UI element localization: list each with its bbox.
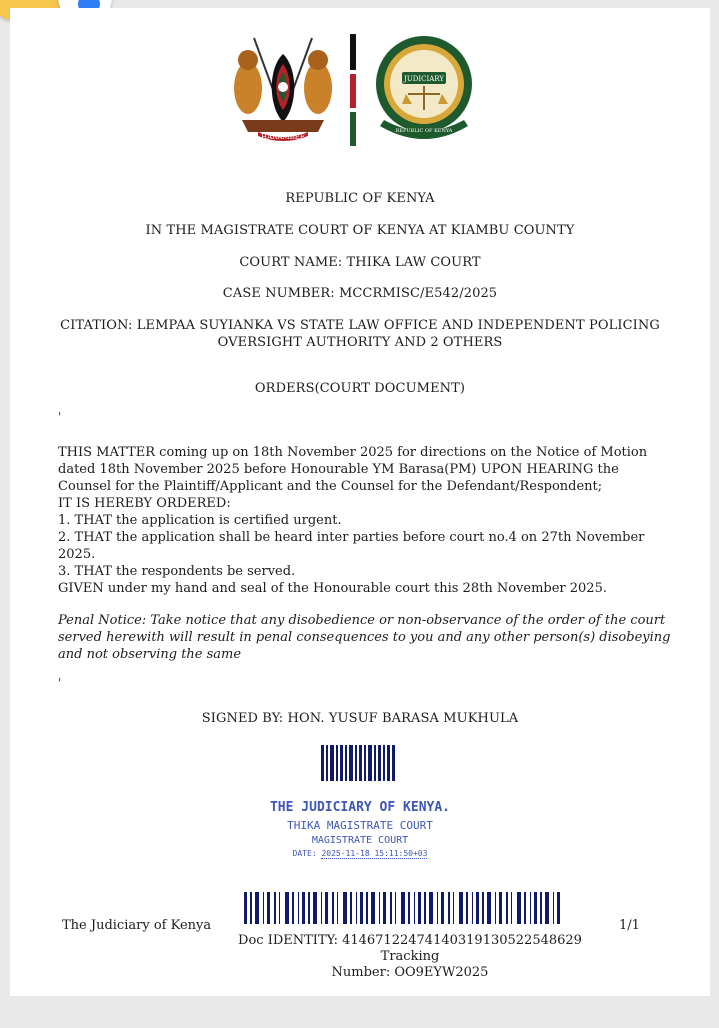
document-type: ORDERS(COURT DOCUMENT) (254, 381, 466, 396)
stamp-date-value: 2025-11-18 15:11:50+03 (321, 849, 428, 858)
tick-mark: ' (58, 410, 62, 424)
stamp-line-3: MAGISTRATE COURT (311, 835, 409, 846)
doc-identity-line: Doc IDENTITY: 4146712247414031913052254862​9 Tracking (238, 933, 582, 964)
order-item-3: 3. THAT the respondents be served. (58, 564, 296, 579)
given-line: GIVEN under my hand and seal of the Honourable court this 28th November 2025. (58, 581, 607, 596)
doc-identity (210, 933, 610, 981)
stamp-date (10, 849, 710, 858)
header-logos (10, 8, 710, 168)
signed-by: SIGNED BY: HON. YUSUF BARASA MUKHULA (201, 711, 519, 726)
republic-title: REPUBLIC OF KENYA (285, 191, 435, 206)
document-page (10, 8, 710, 996)
page-number: 1/1 (619, 918, 640, 933)
intro-paragraph: THIS MATTER coming up on 18th November 2025 for directions on the Notice of Motion dated 18th November 2025 before Honourable YM Barasa(PM) UPON HEARING the Counsel for the Plaintiff/Applicant and the Counsel for the Defendant/Respondent; (58, 445, 648, 494)
footer-issuer: The Judiciary of Kenya (62, 918, 212, 933)
flag-divider (350, 34, 356, 146)
citation-line-1: CITATION: LEMPAA SUYIANKA VS STATE LAW OFFICE AND INDEPENDENT POLICING (60, 318, 660, 333)
tracking-number: Number: OO9EYW2025 (331, 965, 489, 980)
document-barcode (244, 892, 562, 924)
court-title: IN THE MAGISTRATE COURT OF KENYA AT KIAMBU COUNTY (145, 223, 575, 238)
order-item-2: 2. THAT the application shall be heard inter parties before court no.4 on 27th November 2025. (58, 530, 645, 562)
court-name: COURT NAME: THIKA LAW COURT (239, 255, 481, 270)
stamp-line-2: THIKA MAGISTRATE COURT (287, 819, 433, 832)
seal-bottom-text: REPUBLIC OF KENYA (395, 128, 453, 134)
ordered-heading: IT IS HEREBY ORDERED: (58, 496, 231, 511)
signature-barcode (321, 745, 395, 781)
coat-motto-layer (228, 36, 338, 146)
case-number: CASE NUMBER: MCCRMISC/E542/2025 (222, 286, 498, 301)
stamp-line-1: THE JUDICIARY OF KENYA. (269, 800, 450, 815)
citation-line-2: OVERSIGHT AUTHORITY AND 2 OTHERS (217, 335, 503, 350)
order-item-1: 1. THAT the application is certified urgent. (58, 513, 342, 528)
judiciary-seal-icon (372, 34, 478, 146)
order-body (58, 444, 668, 597)
coat-motto: HARAMBEE (260, 133, 306, 141)
penal-notice: Penal Notice: Take notice that any disobedience or non-observance of the order of the court served herewith will result in penal consequences to you and any other person(s) disobeying and not observing the same (58, 613, 671, 662)
tick-mark-2: ' (58, 676, 62, 690)
stamp-date-label: DATE: (292, 849, 317, 858)
seal-top-text: JUDICIARY (404, 75, 444, 83)
